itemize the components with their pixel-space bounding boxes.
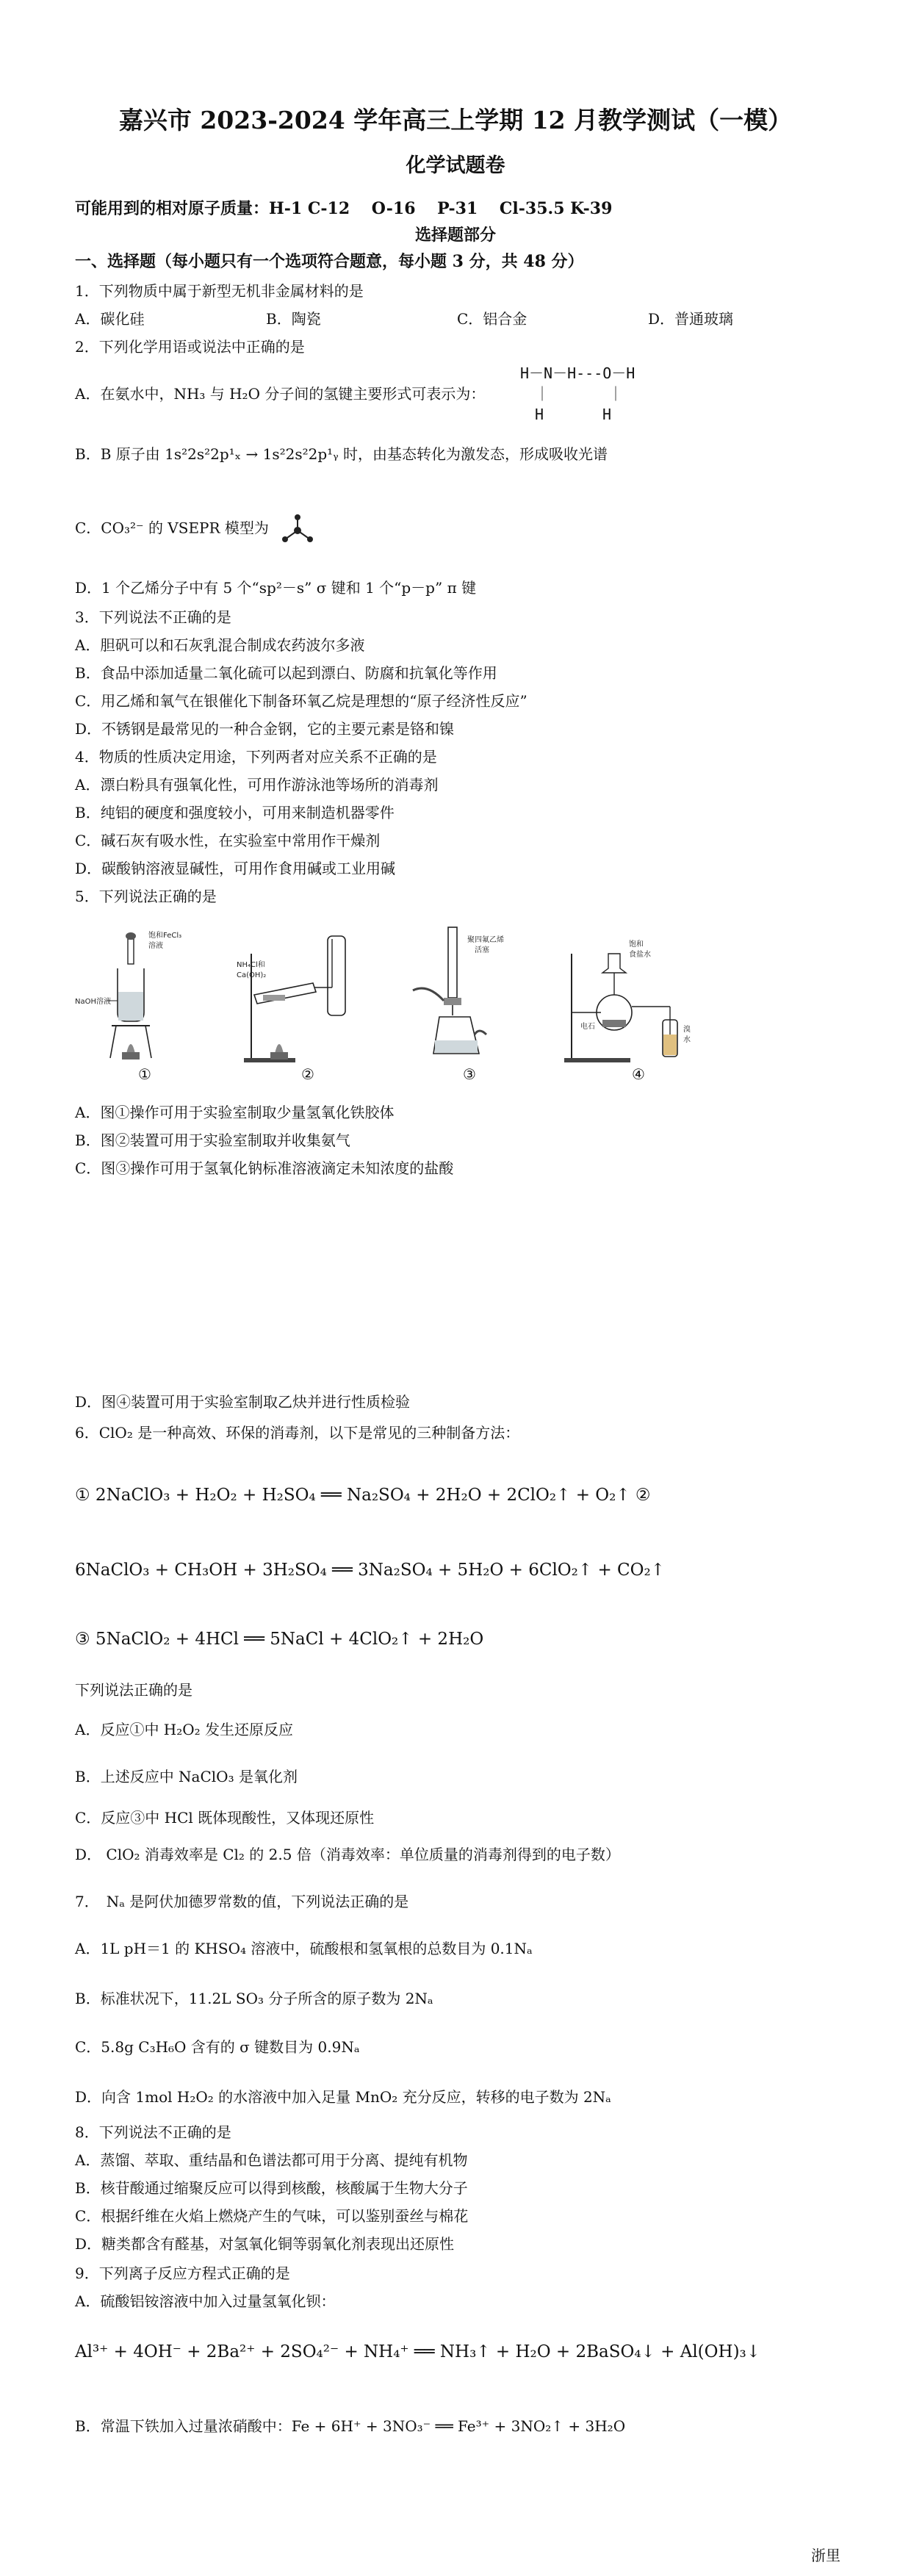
- q3-option-d: D．不锈钢是最常见的一种合金钢，它的主要元素是铬和镍: [75, 720, 455, 738]
- q7-stem: 7． Nₐ 是阿伏加德罗常数的值，下列说法正确的是: [75, 1893, 409, 1910]
- figure-4-drawing: [560, 924, 707, 1064]
- q3-option-a: A．胆矾可以和石灰乳混合制成农药波尔多液: [75, 636, 365, 654]
- fig4-label-bromine: 溴: [683, 1026, 691, 1034]
- q8-option-c: C．根据纤维在火焰上燃烧产生的气味，可以鉴别蚕丝与棉花: [75, 2207, 469, 2225]
- q5-option-a: A．图①操作可用于实验室制取少量氢氧化铁胶体: [75, 1104, 395, 1121]
- q2-option-c: [75, 513, 839, 545]
- q5-option-c: C．图③操作可用于氢氧化钠标准溶液滴定未知浓度的盐酸: [75, 1159, 454, 1177]
- q1-option-b: B．陶瓷: [266, 310, 321, 328]
- q6-equation-3: ③ 5NaClO₂ + 4HCl ══ 5NaCl + 4ClO₂↑ + 2H₂O: [75, 1630, 484, 1649]
- q8-option-a: A．蒸馏、萃取、重结晶和色谱法都可用于分离、提纯有机物: [75, 2151, 468, 2169]
- q5-stem: 5．下列说法正确的是: [75, 888, 217, 905]
- figure-number-3: ③: [463, 1065, 476, 1083]
- page-title: 嘉兴市 2023-2024 学年高三上学期 12 月教学测试（一模）: [118, 106, 793, 134]
- fig1-label-naoh: NaOH溶液: [75, 998, 111, 1006]
- figure-number-1: ①: [138, 1065, 151, 1083]
- figure-1: [75, 924, 215, 1064]
- q7-option-a: A．1L pH＝1 的 KHSO₄ 溶液中，硫酸根和氢氧根的总数目为 0.1Nₐ: [75, 1940, 533, 1957]
- q1-stem: 1．下列物质中属于新型无机非金属材料的是: [75, 282, 364, 300]
- q6-option-a: A．反应①中 H₂O₂ 发生还原反应: [75, 1721, 294, 1738]
- q6-option-c: C．反应③中 HCl 既体现酸性，又体现还原性: [75, 1809, 375, 1827]
- q3-option-b: B．食品中添加适量二氧化硫可以起到漂白、防腐和抗氧化等作用: [75, 664, 497, 682]
- q4-option-c: C．碱石灰有吸水性，在实验室中常用作干燥剂: [75, 832, 381, 849]
- q1-options: [75, 309, 839, 329]
- q4-option-a: A．漂白粉具有强氧化性，可用作游泳池等场所的消毒剂: [75, 776, 439, 794]
- q6-option-d: D． ClO₂ 消毒效率是 Cl₂ 的 2.5 倍（消毒效率：单位质量的消毒剂得到的电子数）: [75, 1846, 620, 1863]
- q7-option-c: C．5.8g C₃H₆O 含有的 σ 键数目为 0.9Nₐ: [75, 2038, 360, 2056]
- q2-option-c-text: C．CO₃²⁻ 的 VSEPR 模型为: [75, 519, 269, 537]
- figure-4: [560, 924, 707, 1064]
- q3-option-c: C．用乙烯和氧气在银催化下制备环氧乙烷是理想的“原子经济性反应”: [75, 692, 527, 710]
- q9-option-a: A．硫酸铝铵溶液中加入过量氢氧化钡：: [75, 2292, 336, 2310]
- figure-3: [398, 924, 538, 1064]
- q9-option-a-equation: Al³⁺ + 4OH⁻ + 2Ba²⁺ + 2SO₄²⁻ + NH₄⁺ ══ NH₃↑ + H₂O + 2BaSO₄↓ + Al(OH)₃↓: [75, 2342, 761, 2361]
- q6-option-b: B．上述反应中 NaClO₃ 是氧化剂: [75, 1768, 298, 1785]
- fig3-label-stopcock: 活塞: [475, 946, 489, 954]
- q1-option-c: C．铝合金: [457, 310, 527, 328]
- q3-stem: 3．下列说法不正确的是: [75, 608, 231, 626]
- q5-apparatus-figures: [75, 924, 707, 1064]
- fig1-label-solution: 溶液: [148, 942, 163, 950]
- fig2-label-nh4cl: NH₄Cl和: [237, 961, 265, 969]
- figure-3-drawing: [398, 924, 538, 1064]
- vsepr-trigonal-model-icon: [278, 513, 317, 545]
- q2-option-a: A．在氨水中，NH₃ 与 H₂O 分子间的氢键主要形式可表示为：: [75, 385, 486, 403]
- figure-2: [237, 924, 376, 1064]
- atomic-masses: 可能用到的相对原子质量：H-1 C-12 O-16 P-31 Cl-35.5 K-39: [75, 199, 613, 218]
- q6-equation-1: ① 2NaClO₃ + H₂O₂ + H₂SO₄ ══ Na₂SO₄ + 2H₂O + 2ClO₂↑ + O₂↑ ②: [75, 1486, 651, 1505]
- hbond-structure-bottom: H H: [520, 406, 612, 423]
- q2-stem: 2．下列化学用语或说法中正确的是: [75, 338, 305, 356]
- paper-subtitle: 化学试题卷: [406, 154, 505, 177]
- q1-option-a: A．碳化硅: [75, 310, 145, 328]
- part-heading: 选择题部分: [414, 226, 496, 245]
- hbond-structure-mid: ｜ ｜: [520, 385, 623, 403]
- q8-option-b: B．核苷酸通过缩聚反应可以得到核酸，核酸属于生物大分子: [75, 2179, 468, 2197]
- figure-1-drawing: [75, 924, 215, 1064]
- q6-lead: 下列说法正确的是: [75, 1681, 192, 1699]
- q4-option-d: D．碳酸钠溶液显碱性，可用作食用碱或工业用碱: [75, 860, 396, 877]
- q8-option-d: D．糖类都含有醛基，对氢氧化铜等弱氧化剂表现出还原性: [75, 2235, 455, 2253]
- q6-equation-2: 6NaClO₃ + CH₃OH + 3H₂SO₄ ══ 3Na₂SO₄ + 5H₂O + 6ClO₂↑ + CO₂↑: [75, 1561, 665, 1580]
- q2-option-b: B．B 原子由 1s²2s²2p¹ₓ → 1s²2s²2p¹ᵧ 时，由基态转化为激发态，形成吸收光谱: [75, 445, 608, 463]
- q4-stem: 4．物质的性质决定用途，下列两者对应关系不正确的是: [75, 748, 437, 766]
- q5-option-b: B．图②装置可用于实验室制取并收集氨气: [75, 1132, 350, 1149]
- hbond-structure-top: H－N－H---O－H: [520, 364, 635, 382]
- q2-option-d: D．1 个乙烯分子中有 5 个“sp²－s” σ 键和 1 个“p－p” π 键: [75, 579, 477, 597]
- fig4-label-saturated: 饱和: [629, 940, 644, 949]
- q6-stem: 6．ClO₂ 是一种高效、环保的消毒剂，以下是常见的三种制备方法：: [75, 1424, 520, 1442]
- q9-option-b: B．常温下铁加入过量浓硝酸中：Fe + 6H⁺ + 3NO₃⁻ ══ Fe³⁺ + 3NO₂↑ + 3H₂O: [75, 2417, 626, 2435]
- footer-text: 浙里: [811, 2547, 840, 2564]
- section-heading: 一、选择题（每小题只有一个选项符合题意，每小题 3 分，共 48 分）: [75, 252, 584, 271]
- q7-option-b: B．标准状况下，11.2L SO₃ 分子所含的原子数为 2Nₐ: [75, 1990, 433, 2007]
- figure-number-4: ④: [632, 1065, 645, 1083]
- fig4-label-carbide: 电石: [580, 1023, 595, 1031]
- q9-stem: 9．下列离子反应方程式正确的是: [75, 2264, 290, 2282]
- figure-2-drawing: [237, 924, 376, 1064]
- q4-option-b: B．纯铝的硬度和强度较小，可用来制造机器零件: [75, 804, 395, 821]
- figure-number-2: ②: [301, 1065, 314, 1083]
- fig1-label-fecl3: 饱和FeCl₃: [148, 932, 182, 940]
- q7-option-d: D．向含 1mol H₂O₂ 的水溶液中加入足量 MnO₂ 充分反应，转移的电子数为 2Nₐ: [75, 2088, 611, 2106]
- q5-option-d: D．图④装置可用于实验室制取乙炔并进行性质检验: [75, 1393, 411, 1411]
- q8-stem: 8．下列说法不正确的是: [75, 2123, 231, 2141]
- fig2-label-caoh2: Ca(OH)₂: [237, 971, 267, 979]
- fig4-label-water: 水: [683, 1036, 691, 1044]
- q1-option-d: D．普通玻璃: [648, 310, 734, 328]
- fig3-label-ptfe: 聚四氟乙烯: [467, 936, 504, 944]
- fig4-label-brine: 食盐水: [629, 951, 651, 959]
